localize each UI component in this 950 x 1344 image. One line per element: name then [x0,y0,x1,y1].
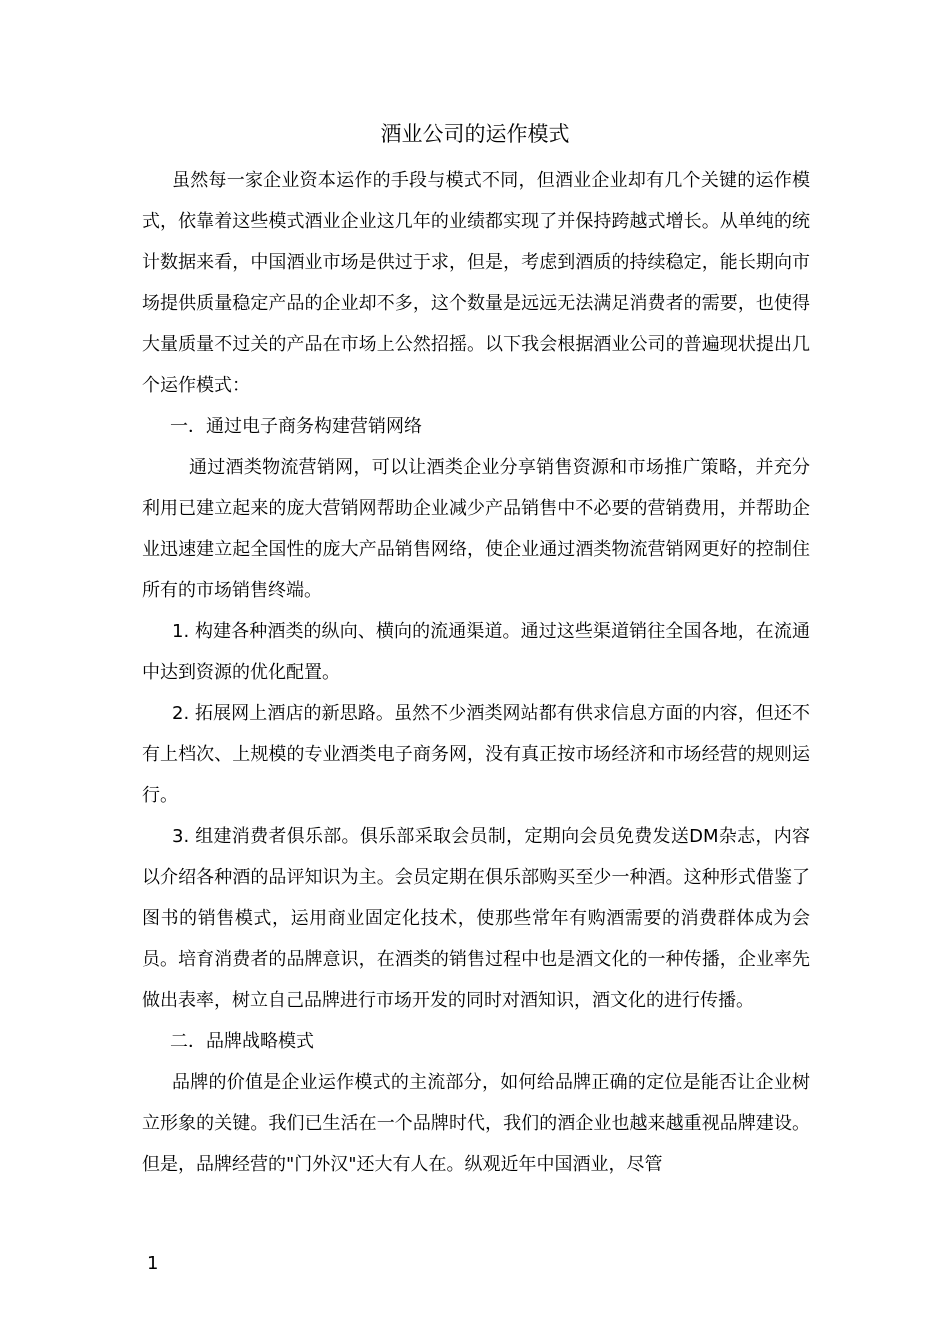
section-1-paragraph: 通过酒类物流营销网，可以让酒类企业分享销售资源和市场推广策略，并充分利用已建立起来的庞大营销网帮助企业减少产品销售中不必要的营销费用，并帮助企业迅速建立起全国性的庞大产品销售网络，使企业通过酒类物流营销网更好的控制住所有的市场销售终端。 [142,457,810,601]
page-number: 1 [147,1253,159,1274]
document-body [142,160,810,1185]
intro-paragraph: 虽然每一家企业资本运作的手段与模式不同，但酒业企业却有几个关键的运作模式，依靠着这些模式酒业企业这几年的业绩都实现了并保持跨越式增长。从单纯的统计数据来看，中国酒业市场是供过于求，但是，考虑到酒质的持续稳定，能长期向市场提供质量稳定产品的企业却不多，这个数量是远远无法满足消费者的需要，也使得大量质量不过关的产品在市场上公然招摇。以下我会根据酒业公司的普遍现状提出几个运作模式： [142,170,810,396]
section-heading-2: 二．品牌战略模式 [170,1031,314,1052]
section-2-paragraph: 品牌的价值是企业运作模式的主流部分，如何给品牌正确的定位是能否让企业树立形象的关键。我们已生活在一个品牌时代，我们的酒企业也越来越重视品牌建设。但是，品牌经营的"门外汉"还大有人在。纵观近年中国酒业，尽管 [142,1072,810,1175]
section-heading-1: 一．通过电子商务构建营销网络 [170,416,422,437]
list-item-1: 1. 构建各种酒类的纵向、横向的流通渠道。通过这些渠道销往全国各地，在流通中达到资源的优化配置。 [142,621,810,683]
list-item-2: 2. 拓展网上酒店的新思路。虽然不少酒类网站都有供求信息方面的内容，但还不有上档次、上规模的专业酒类电子商务网，没有真正按市场经济和市场经营的规则运行。 [142,703,810,806]
list-item-3: 3. 组建消费者俱乐部。俱乐部采取会员制，定期向会员免费发送DM杂志，内容以介绍各种酒的品评知识为主。会员定期在俱乐部购买至少一种酒。这种形式借鉴了图书的销售模式，运用商业固定化技术，使那些常年有购酒需要的消费群体成为会员。培育消费者的品牌意识，在酒类的销售过程中也是酒文化的一种传播，企业率先做出表率，树立自己品牌进行市场开发的同时对酒知识，酒文化的进行传播。 [142,826,810,1011]
document-title: 酒业公司的运作模式 [380,122,570,146]
